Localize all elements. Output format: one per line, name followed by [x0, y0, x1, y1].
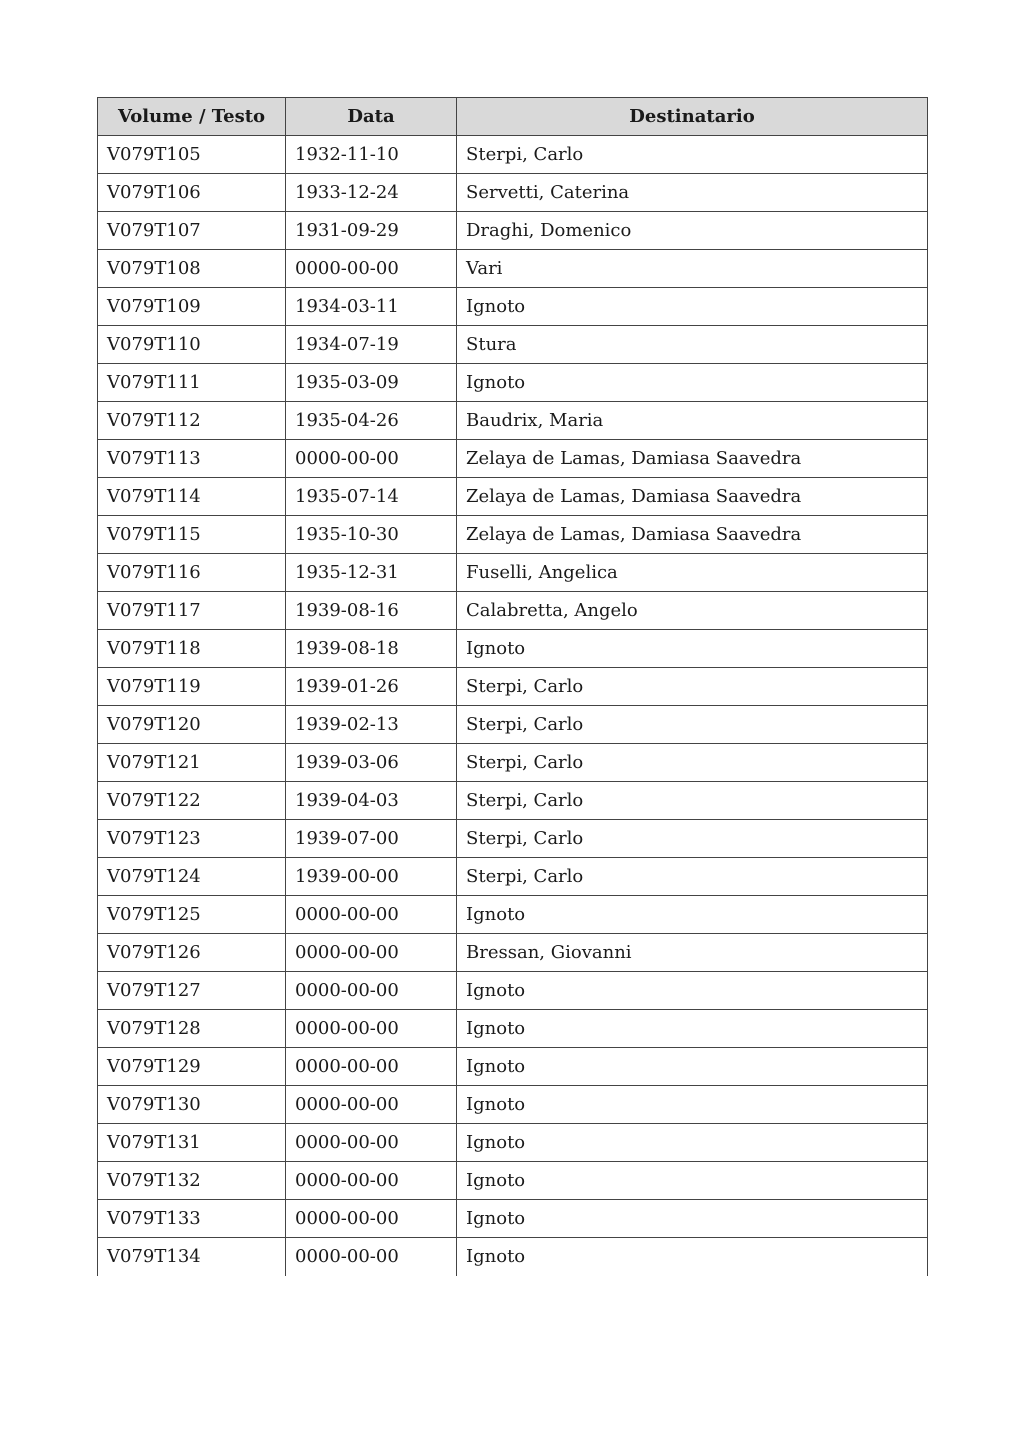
table-row — [98, 744, 928, 782]
cell-volume-testo: V079T128 — [98, 1010, 286, 1048]
cell-volume-testo: V079T114 — [98, 478, 286, 516]
cell-destinatario: Ignoto — [457, 1048, 928, 1086]
table-header — [98, 98, 928, 136]
cell-destinatario: Bressan, Giovanni — [457, 934, 928, 972]
table-row — [98, 592, 928, 630]
cell-volume-testo: V079T124 — [98, 858, 286, 896]
cell-volume-testo: V079T123 — [98, 820, 286, 858]
cell-destinatario: Ignoto — [457, 630, 928, 668]
table-row — [98, 174, 928, 212]
cell-data: 1939-03-06 — [286, 744, 457, 782]
cell-volume-testo: V079T131 — [98, 1124, 286, 1162]
table-row — [98, 934, 928, 972]
cell-data: 0000-00-00 — [286, 1238, 457, 1276]
column-header-data: Data — [286, 98, 457, 136]
cell-destinatario: Ignoto — [457, 1086, 928, 1124]
cell-destinatario: Ignoto — [457, 896, 928, 934]
cell-data: 1934-07-19 — [286, 326, 457, 364]
table-row — [98, 1048, 928, 1086]
table-row — [98, 820, 928, 858]
cell-data: 0000-00-00 — [286, 1048, 457, 1086]
cell-destinatario: Fuselli, Angelica — [457, 554, 928, 592]
table-row — [98, 212, 928, 250]
cell-volume-testo: V079T111 — [98, 364, 286, 402]
cell-destinatario: Ignoto — [457, 1238, 928, 1276]
cell-volume-testo: V079T112 — [98, 402, 286, 440]
cell-destinatario: Calabretta, Angelo — [457, 592, 928, 630]
cell-volume-testo: V079T126 — [98, 934, 286, 972]
cell-data: 1939-08-18 — [286, 630, 457, 668]
table-row — [98, 478, 928, 516]
cell-destinatario: Sterpi, Carlo — [457, 858, 928, 896]
cell-destinatario: Ignoto — [457, 1200, 928, 1238]
cell-destinatario: Ignoto — [457, 1010, 928, 1048]
cell-data: 1939-00-00 — [286, 858, 457, 896]
cell-volume-testo: V079T118 — [98, 630, 286, 668]
cell-data: 0000-00-00 — [286, 440, 457, 478]
cell-destinatario: Draghi, Domenico — [457, 212, 928, 250]
table-row — [98, 364, 928, 402]
table-row — [98, 1200, 928, 1238]
table-row — [98, 136, 928, 174]
cell-destinatario: Ignoto — [457, 288, 928, 326]
cell-data: 1939-01-26 — [286, 668, 457, 706]
cell-volume-testo: V079T120 — [98, 706, 286, 744]
cell-volume-testo: V079T105 — [98, 136, 286, 174]
cell-volume-testo: V079T127 — [98, 972, 286, 1010]
cell-destinatario: Ignoto — [457, 972, 928, 1010]
cell-data: 0000-00-00 — [286, 1124, 457, 1162]
cell-volume-testo: V079T133 — [98, 1200, 286, 1238]
cell-data: 1932-11-10 — [286, 136, 457, 174]
cell-data: 0000-00-00 — [286, 896, 457, 934]
cell-data: 1931-09-29 — [286, 212, 457, 250]
cell-destinatario: Ignoto — [457, 364, 928, 402]
cell-data: 1939-04-03 — [286, 782, 457, 820]
cell-destinatario: Sterpi, Carlo — [457, 706, 928, 744]
cell-volume-testo: V079T110 — [98, 326, 286, 364]
cell-destinatario: Sterpi, Carlo — [457, 744, 928, 782]
cell-volume-testo: V079T125 — [98, 896, 286, 934]
table-row — [98, 516, 928, 554]
header-row — [98, 98, 928, 136]
table-row — [98, 402, 928, 440]
cell-destinatario: Vari — [457, 250, 928, 288]
table-row — [98, 326, 928, 364]
cell-volume-testo: V079T116 — [98, 554, 286, 592]
table-row — [98, 858, 928, 896]
table-row — [98, 1162, 928, 1200]
table-row — [98, 668, 928, 706]
table-body — [98, 136, 928, 1276]
cell-data: 1939-07-00 — [286, 820, 457, 858]
cell-data: 1933-12-24 — [286, 174, 457, 212]
letters-table — [97, 97, 928, 1276]
cell-data: 0000-00-00 — [286, 1086, 457, 1124]
cell-volume-testo: V079T108 — [98, 250, 286, 288]
cell-destinatario: Baudrix, Maria — [457, 402, 928, 440]
cell-destinatario: Ignoto — [457, 1162, 928, 1200]
column-header-destinatario: Destinatario — [457, 98, 928, 136]
cell-destinatario: Sterpi, Carlo — [457, 820, 928, 858]
cell-destinatario: Ignoto — [457, 1124, 928, 1162]
cell-data: 1935-03-09 — [286, 364, 457, 402]
cell-volume-testo: V079T109 — [98, 288, 286, 326]
cell-data: 0000-00-00 — [286, 1010, 457, 1048]
table-row — [98, 972, 928, 1010]
cell-volume-testo: V079T107 — [98, 212, 286, 250]
cell-volume-testo: V079T121 — [98, 744, 286, 782]
table-row — [98, 782, 928, 820]
cell-destinatario: Servetti, Caterina — [457, 174, 928, 212]
table-row — [98, 554, 928, 592]
cell-volume-testo: V079T122 — [98, 782, 286, 820]
cell-volume-testo: V079T113 — [98, 440, 286, 478]
cell-volume-testo: V079T115 — [98, 516, 286, 554]
cell-data: 1935-12-31 — [286, 554, 457, 592]
cell-data: 1935-07-14 — [286, 478, 457, 516]
table-row — [98, 896, 928, 934]
cell-volume-testo: V079T119 — [98, 668, 286, 706]
cell-destinatario: Zelaya de Lamas, Damiasa Saavedra — [457, 478, 928, 516]
cell-data: 1935-10-30 — [286, 516, 457, 554]
cell-data: 0000-00-00 — [286, 1162, 457, 1200]
cell-data: 1935-04-26 — [286, 402, 457, 440]
table-row — [98, 706, 928, 744]
cell-destinatario: Sterpi, Carlo — [457, 668, 928, 706]
cell-destinatario: Sterpi, Carlo — [457, 136, 928, 174]
cell-data: 1939-08-16 — [286, 592, 457, 630]
cell-data: 0000-00-00 — [286, 972, 457, 1010]
column-header-volume-testo: Volume / Testo — [98, 98, 286, 136]
table-row — [98, 288, 928, 326]
cell-data: 1939-02-13 — [286, 706, 457, 744]
cell-data: 0000-00-00 — [286, 1200, 457, 1238]
cell-volume-testo: V079T132 — [98, 1162, 286, 1200]
table-row — [98, 1238, 928, 1276]
table-row — [98, 440, 928, 478]
cell-destinatario: Zelaya de Lamas, Damiasa Saavedra — [457, 440, 928, 478]
cell-destinatario: Stura — [457, 326, 928, 364]
cell-volume-testo: V079T130 — [98, 1086, 286, 1124]
cell-volume-testo: V079T129 — [98, 1048, 286, 1086]
table-row — [98, 250, 928, 288]
cell-volume-testo: V079T134 — [98, 1238, 286, 1276]
cell-volume-testo: V079T106 — [98, 174, 286, 212]
cell-data: 0000-00-00 — [286, 250, 457, 288]
cell-volume-testo: V079T117 — [98, 592, 286, 630]
cell-data: 0000-00-00 — [286, 934, 457, 972]
table-row — [98, 1086, 928, 1124]
cell-destinatario: Sterpi, Carlo — [457, 782, 928, 820]
cell-data: 1934-03-11 — [286, 288, 457, 326]
table-row — [98, 1124, 928, 1162]
table-row — [98, 1010, 928, 1048]
table-row — [98, 630, 928, 668]
cell-destinatario: Zelaya de Lamas, Damiasa Saavedra — [457, 516, 928, 554]
